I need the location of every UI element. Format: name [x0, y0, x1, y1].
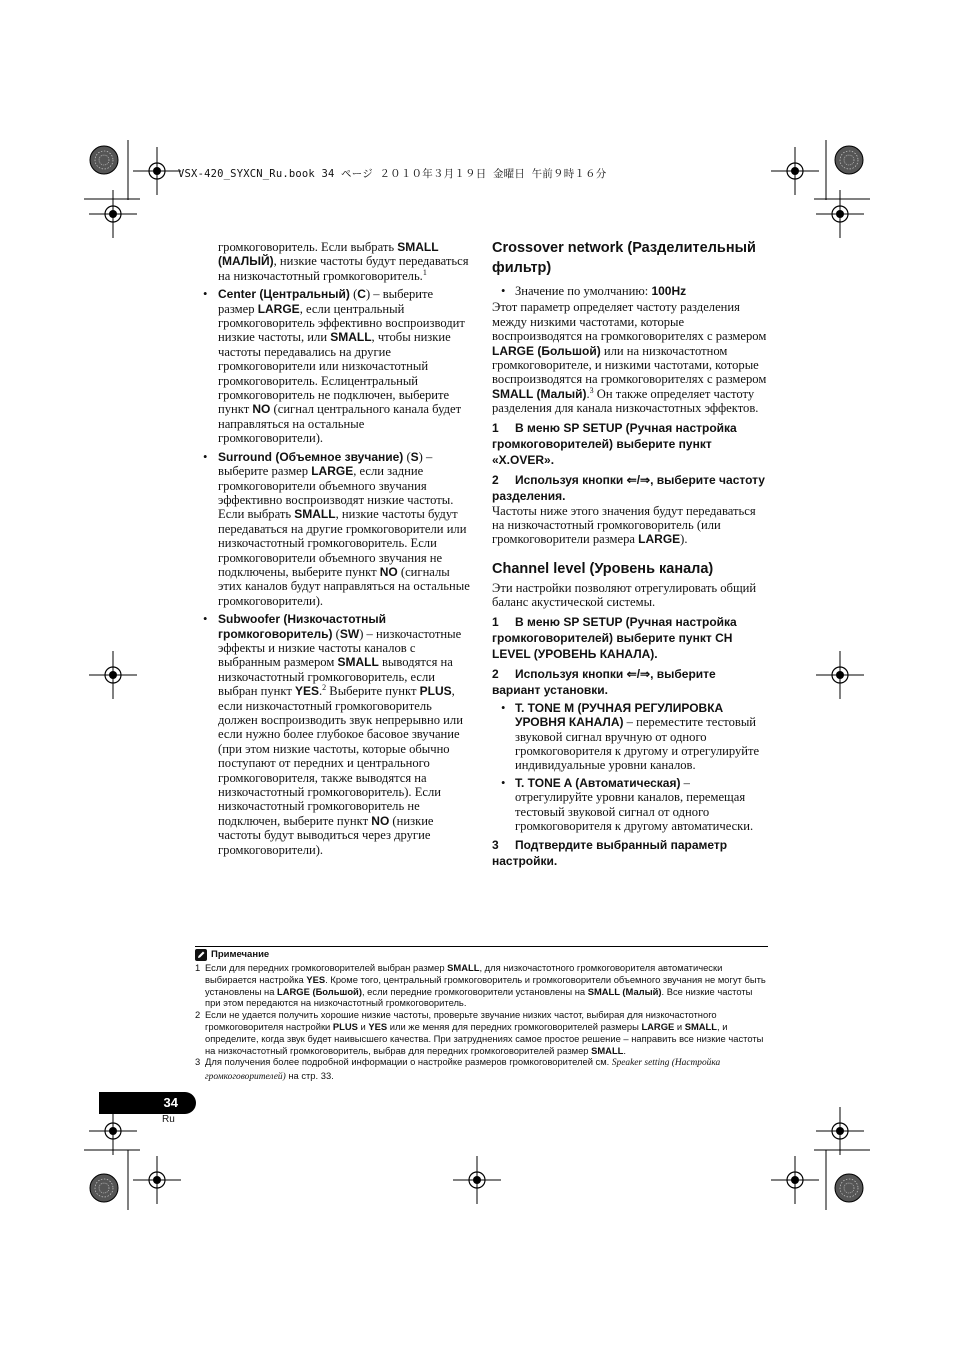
crossover-after-text: Частоты ниже этого значения будут передаваться на низкочастотный громкоговоритель (или громкоговорители размера LARGE). — [492, 503, 756, 547]
bullet-icon: • — [203, 612, 208, 627]
bullet-icon: • — [501, 700, 506, 715]
footnote-3: 3 Для получения более подробной информации о настройке размеров громкоговорителей см. Speaker setting (Настройка громкоговорителей) на стр. 33. — [195, 1056, 721, 1083]
option-tone-a: • T. TONE A (Автоматическая) – отрегулируйте уровни каналов, перемещая тестовый звуковой сигнал от одного громкоговорителя к другому автоматически. — [501, 775, 754, 833]
channel-step-1: 1 В меню SP SETUP (Ручная настройка громкоговорителей) выберите пункт CH LEVEL (УРОВЕНЬ КАНАЛА). — [492, 614, 737, 661]
channel-step-2: 2 Используя кнопки ⇐/⇒, выберите вариант установки. — [492, 666, 716, 697]
bullet-center: • Center (Центральный) (C) – выберите размер LARGE, если центральный громкоговоритель эффективно воспроизводит низкие частоты, или SMALL, чтобы низкие частоты передавались на другие громкоговорители или низкочастотный громкоговоритель. Еслицентральный громкоговоритель не подключен, выберите пункт NO (сигнал центрального канала будет направляться на остальные громкоговорители). — [203, 287, 465, 446]
intro-paragraph: громкоговоритель. Если выбрать SMALL (МАЛЫЙ), низкие частоты будут передаваться на низкочастотный громкоговоритель.$^1$ — [218, 240, 469, 283]
bullet-icon: • — [203, 287, 208, 302]
footnote-1: 1 Если для передних громкоговорителей выбран размер SMALL, для низкочастотного громкоговорителя автоматически выбирается настройка YES. Кроме того, центральный громкоговоритель и громкоговорители объемного звучания не могут быть установлены на LARGE (Большой), если передние громкоговорители установлены на SMALL (Малый). Все низкие частоты при этом передаются на низкочастотный громкоговоритель. — [195, 962, 766, 1009]
notes-section — [195, 946, 768, 1084]
pencil-note-icon — [195, 949, 207, 961]
crossover-step-1: 1 В меню SP SETUP (Ручная настройка громкоговорителей) выберите пункт «X.OVER». — [492, 420, 737, 467]
section-title-crossover: Crossover network (Разделительный фильтр) — [492, 240, 756, 276]
bullet-icon: • — [203, 449, 208, 464]
bullet-surround: • Surround (Объемное звучание) (S) – выберите размер LARGE, если задние громкоговорители объемного звучания эффективно воспроизводят низкие частоты. Если выбрать SMALL, низкие частоты будут передаваться на другие громкоговорители или низкочастотный громкоговоритель. Если громкоговорители объемного звучания не подключены, выберите пункт NO (сигналы этих каналов будут направляться на остальные громкоговорители). — [203, 449, 470, 608]
left-column — [200, 240, 472, 857]
page-language: Ru — [162, 1114, 175, 1125]
footnote-2: 2 Если не удается получить хорошие низкие частоты, проверьте звучание низких частот, выбирая для низкочастотного громкоговорителя настройки PLUS и YES или же меняя для передних громкоговорителей размеры LARGE и SMALL, и определите, когда звук будет наивысшего качества. При затруднениях самое простое решение – направить все низкие частоты на низкочастотный громкоговоритель, выбрав для передних громкоговорителей размер SMALL. — [195, 1009, 764, 1056]
notes-heading: Примечание — [195, 949, 768, 961]
page-number: 34 — [99, 1092, 196, 1114]
file-header: VSX-420_SYXCN_Ru.book 34 ページ ２０１０年３月１９日 金曜日 午前９時１６分 — [178, 168, 607, 180]
right-column — [492, 238, 767, 869]
bullet-icon: • — [501, 775, 506, 790]
crossover-step-2: 2 Используя кнопки ⇐/⇒, выберите частоту разделения. — [492, 472, 765, 503]
bullet-subwoofer: • Subwoofer (Низкочастотный громкоговоритель) (SW) – низкочастотные эффекты и низкие частоты каналов с выбранным размером SMALL выводятся на низкочастотный громкоговоритель, если выбран пункт YES.$^2$ Выберите пункт PLUS, если низкочастотный громкоговоритель должен воспроизводить звук непрерывно или если нужно более глубокое басовое звучание (при этом низкие частоты, которые обычно поступают от передних и центрального громкоговорителя, также выводятся на низкочастотный громкоговоритель). Если низкочастотный громкоговоритель не подключен, выберите пункт NO (низкие частоты будут выводиться через другие громкоговорители). — [203, 612, 463, 857]
bullet-icon: • — [501, 284, 506, 298]
channel-step-3: 3 Подтвердите выбранный параметр настройки. — [492, 838, 728, 869]
section-title-channel-level: Channel level (Уровень канала) — [492, 560, 714, 577]
default-value-line: • Значение по умолчанию: 100Hz — [501, 284, 687, 298]
channel-level-description: Эти настройки позволяют отрегулировать общий баланс акустической системы. — [492, 580, 757, 610]
crossover-description: Этот параметр определяет частоту разделения между низкими частотами, которые воспроизводятся на громкоговорителях с размером LARGE (Большой) или на низкочастотном громкоговорителе, и низкими частотами, которые воспроизводятся на громкоговорителях с размером SMALL (Малый).$^3$ Он также определяет частоту разделения для канала низкочастотных эффектов. — [492, 300, 767, 416]
option-tone-m: • T. TONE M (РУЧНАЯ РЕГУЛИРОВКА УРОВНЯ КАНАЛА) – переместите тестовый звуковой сигнал вручную от одного громкоговорителя к другому и отрегулируйте индивидуальные уровни каналов. — [501, 700, 760, 773]
